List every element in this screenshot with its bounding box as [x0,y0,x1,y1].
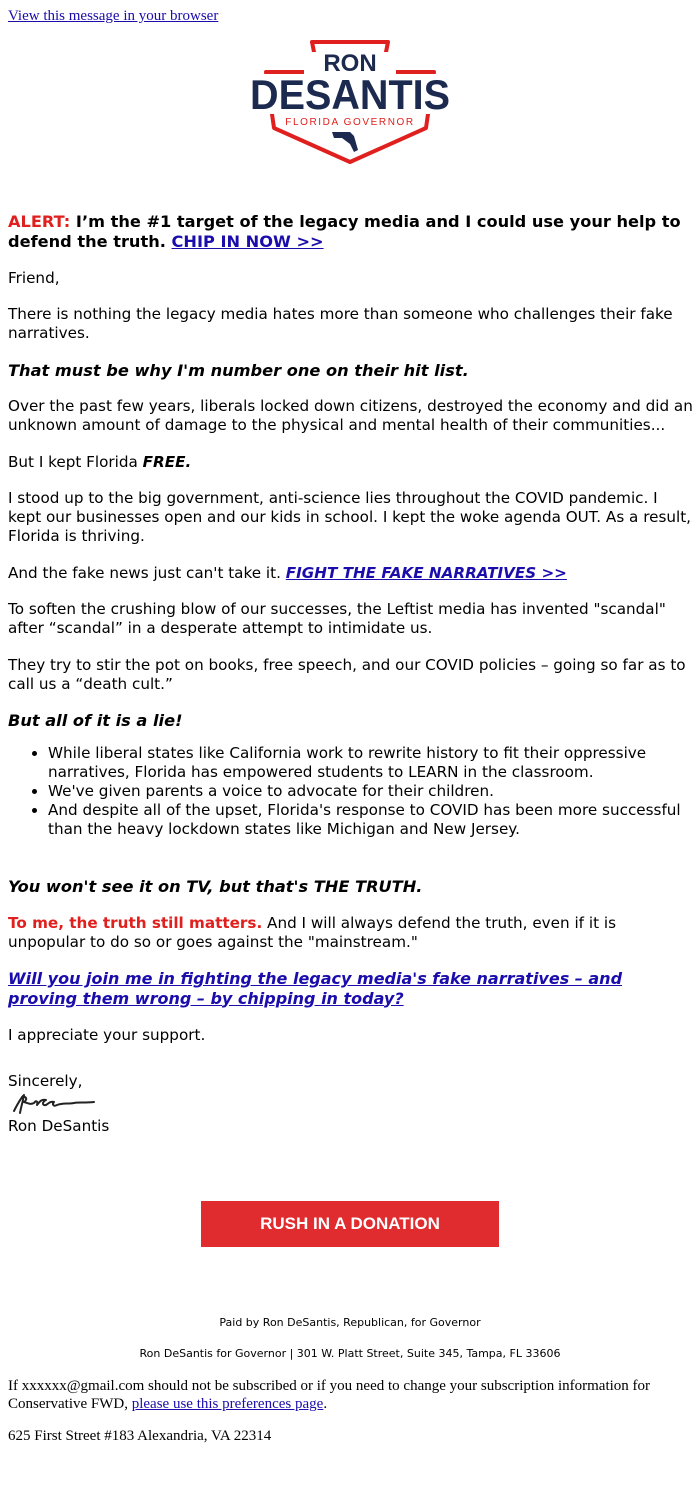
paid-by-disclaimer: Paid by Ron DeSantis, Republican, for Governor [219,1316,481,1329]
paragraph-6 [8,564,694,583]
paragraph-8: They try to stir the pot on books, free speech, and our COVID policies – going so far as to call us a “death cult.” [8,655,686,693]
closing: Sincerely, [8,1071,83,1090]
donate-button[interactable]: RUSH IN A DONATION [201,1201,499,1247]
paragraph-6-text: And the fake news just can't take it. [8,563,286,582]
paragraph-3: Over the past few years, liberals locked down citizens, destroyed the economy and did an unknown amount of damage to the physical and mental health of their communities... [8,397,693,434]
unsubscribe-text: If xxxxxx@gmail.com should not be subscribed or if you need to change your subscription information for Conservative FWD, [8,1378,651,1412]
paragraph-12 [8,969,694,1008]
list-item: • We've given parents a voice to advocate for their children. [48,782,694,801]
paragraph-10: You won't see it on TV, but that's THE TRUTH. [8,877,423,896]
alert-text: I’m the #1 target of the legacy media and I could use your help to defend the truth. [8,212,681,251]
logo-governor-text: FLORIDA GOVERNOR [285,117,415,128]
paragraph-4 [8,453,694,472]
truth-matters-text: To me, the truth still matters. [8,913,263,932]
signature-image [8,1091,104,1117]
unsubscribe-notice [8,1377,688,1413]
alert-label: ALERT: [8,212,71,231]
email-body [8,212,694,1136]
paragraph-11 [8,914,694,952]
paragraph-11-text: And I will always defend the truth, even if it is unpopular to do so or goes against the "mainstream." [8,913,616,951]
chip-in-link[interactable]: CHIP IN NOW >> [171,231,324,251]
org-address: 625 First Street #183 Alexandria, VA 22314 [8,1428,272,1444]
view-in-browser-link[interactable]: View this message in your browser [8,8,219,24]
alert-paragraph [8,212,694,251]
signature-block [8,1072,694,1136]
preferences-link[interactable]: please use this preferences page [131,1396,324,1412]
desantis-logo [246,40,454,166]
paragraph-7: To soften the crushing blow of our successes, the Leftist media has invented "scandal" after “scandal” in a desperate attempt to intimidate us. [8,600,666,637]
paragraph-13: I appreciate your support. [8,1025,206,1044]
logo-desantis-text: DESANTIS [250,71,450,118]
paragraph-4-text: But I kept Florida [8,452,143,471]
free-emphasis: FREE. [142,452,192,471]
paragraph-5: I stood up to the big government, anti-science lies throughout the COVID pandemic. I kept our businesses open and our kids in school. I kept the woke agenda OUT. As a result, Florida is thriving. [8,489,691,545]
paragraph-1: There is nothing the legacy media hates more than someone who challenges their fake narratives. [8,305,673,342]
join-me-link[interactable]: Will you join me in fighting the legacy media's fake narratives – and proving them wrong – by chipping in today? [8,969,623,1008]
bullet-list [8,744,694,839]
paragraph-9: But all of it is a lie! [8,711,183,730]
list-item: • And despite all of the upset, Florida's response to COVID has been more successful than the heavy lockdown states like Michigan and New Jersey. [48,801,694,839]
campaign-address: Ron DeSantis for Governor | 301 W. Platt Street, Suite 345, Tampa, FL 33606 [139,1347,561,1360]
signer-name: Ron DeSantis [8,1116,110,1135]
paragraph-2: That must be why I'm number one on their hit list. [8,360,469,380]
fight-narratives-link[interactable]: FIGHT THE FAKE NARRATIVES >> [285,563,567,582]
unsubscribe-end: . [323,1396,328,1412]
greeting: Friend, [8,268,60,287]
logo-ron-text: RON [323,50,377,77]
list-item: • While liberal states like California work to rewrite history to fit their oppressive narratives, Florida has empowered students to LEARN in the classroom. [48,744,694,782]
